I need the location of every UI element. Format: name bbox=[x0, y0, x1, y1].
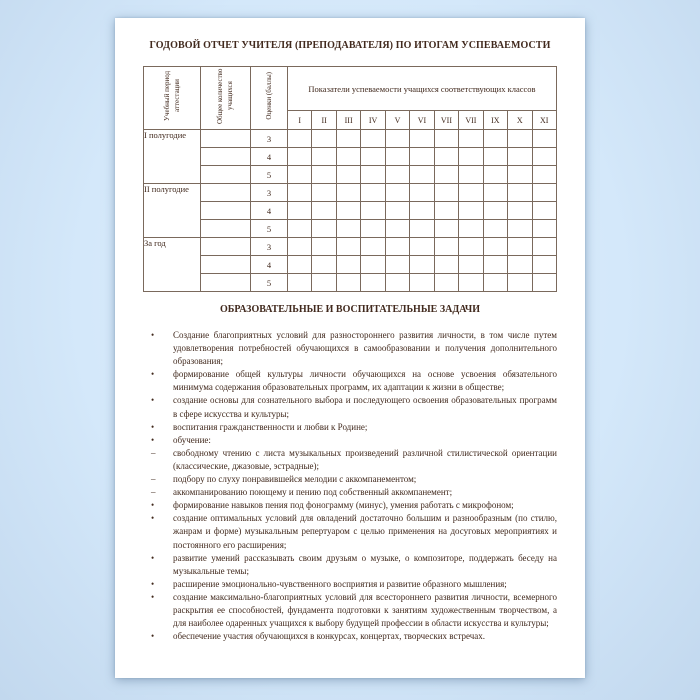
table-row bbox=[144, 130, 557, 148]
list-item-text: подбору по слуху понравившейся мелодии с аккомпанементом; bbox=[173, 474, 417, 485]
column-header-total-students bbox=[201, 67, 251, 130]
list-item bbox=[143, 447, 557, 473]
class-cell bbox=[508, 274, 532, 292]
class-cell bbox=[434, 148, 458, 166]
class-cell bbox=[532, 274, 556, 292]
bullet-marker: • bbox=[151, 513, 155, 524]
list-item-text: обучение: bbox=[173, 434, 211, 445]
document-page bbox=[115, 18, 585, 678]
period-label-cell: II полугодие bbox=[144, 184, 201, 238]
list-item bbox=[143, 591, 557, 630]
total-students-cell bbox=[201, 256, 251, 274]
dash-marker: – bbox=[151, 447, 156, 458]
tasks-list bbox=[143, 329, 557, 643]
table-row bbox=[144, 238, 557, 256]
table-row bbox=[144, 256, 557, 274]
class-cell bbox=[336, 148, 360, 166]
class-column-header: II bbox=[312, 111, 336, 130]
class-cell bbox=[532, 256, 556, 274]
class-cell bbox=[410, 130, 434, 148]
class-cell bbox=[459, 184, 483, 202]
class-column-header: IV bbox=[361, 111, 385, 130]
class-cell bbox=[385, 274, 409, 292]
class-cell bbox=[532, 202, 556, 220]
class-cell bbox=[483, 202, 507, 220]
class-cell bbox=[434, 256, 458, 274]
class-cell bbox=[508, 166, 532, 184]
class-cell bbox=[508, 256, 532, 274]
bullet-marker: • bbox=[151, 631, 155, 642]
class-column-header: V bbox=[385, 111, 409, 130]
class-cell bbox=[336, 274, 360, 292]
class-cell bbox=[312, 184, 336, 202]
class-cell bbox=[288, 238, 312, 256]
table-row bbox=[144, 166, 557, 184]
class-cell bbox=[483, 220, 507, 238]
mark-cell: 4 bbox=[251, 148, 288, 166]
list-item-text: свободному чтению с листа музыкальных произведений различной стилистической ориентации (классические, джазовые, эстрадные); bbox=[173, 447, 557, 471]
list-item-text: Создание благоприятных условий для разностороннего развития личности, в том числе путем удовлетворения потребностей обучающихся в самообразовании и получения дополнительного образования; bbox=[173, 330, 557, 367]
bullet-marker: • bbox=[151, 500, 155, 511]
bullet-marker: • bbox=[151, 421, 155, 432]
period-label-cell: I полугодие bbox=[144, 130, 201, 184]
bullet-marker: • bbox=[151, 578, 155, 589]
class-cell bbox=[434, 220, 458, 238]
class-column-header: IX bbox=[483, 111, 507, 130]
class-cell bbox=[385, 148, 409, 166]
total-students-cell bbox=[201, 238, 251, 256]
class-cell bbox=[459, 274, 483, 292]
total-students-cell bbox=[201, 274, 251, 292]
class-column-header: VII bbox=[459, 111, 483, 130]
class-cell bbox=[483, 238, 507, 256]
class-cell bbox=[459, 256, 483, 274]
class-cell bbox=[288, 220, 312, 238]
class-cell bbox=[336, 130, 360, 148]
class-cell bbox=[483, 256, 507, 274]
class-cell bbox=[434, 184, 458, 202]
class-cell bbox=[483, 184, 507, 202]
class-cell bbox=[288, 202, 312, 220]
class-cell bbox=[361, 202, 385, 220]
class-cell bbox=[508, 184, 532, 202]
class-column-header: X bbox=[508, 111, 532, 130]
class-cell bbox=[434, 238, 458, 256]
class-cell bbox=[385, 256, 409, 274]
table-row bbox=[144, 220, 557, 238]
class-cell bbox=[312, 256, 336, 274]
column-header-marks bbox=[251, 67, 288, 130]
bullet-marker: • bbox=[151, 434, 155, 445]
class-column-header: VI bbox=[410, 111, 434, 130]
column-header-period-label: Учебный период аттестации bbox=[162, 70, 181, 121]
class-cell bbox=[385, 130, 409, 148]
class-cell bbox=[288, 184, 312, 202]
class-cell bbox=[508, 238, 532, 256]
class-cell bbox=[336, 202, 360, 220]
class-cell bbox=[361, 274, 385, 292]
list-item-text: аккомпанированию поющему и пению под собственный аккомпанемент; bbox=[173, 487, 453, 498]
list-item-text: создание оптимальных условий для овладений достаточно большим и разнообразным (по стилю, жанрам и форме) музыкальным репертуаром с целью применения на досуговых мероприятиях и постоянного его расширения; bbox=[173, 513, 557, 550]
table-row bbox=[144, 274, 557, 292]
total-students-cell bbox=[201, 220, 251, 238]
class-cell bbox=[312, 202, 336, 220]
class-cell bbox=[410, 238, 434, 256]
class-cell bbox=[410, 202, 434, 220]
document-title: ГОДОВОЙ ОТЧЕТ УЧИТЕЛЯ (ПРЕПОДАВАТЕЛЯ) ПО ИТОГАМ УСПЕВАЕМОСТИ bbox=[149, 40, 551, 51]
report-table bbox=[143, 66, 557, 292]
class-cell bbox=[459, 148, 483, 166]
class-column-header: III bbox=[336, 111, 360, 130]
total-students-cell bbox=[201, 202, 251, 220]
class-cell bbox=[459, 220, 483, 238]
total-students-cell bbox=[201, 166, 251, 184]
list-item bbox=[143, 499, 557, 512]
class-cell bbox=[312, 220, 336, 238]
class-cell bbox=[336, 238, 360, 256]
total-students-cell bbox=[201, 130, 251, 148]
class-cell bbox=[312, 148, 336, 166]
class-cell bbox=[434, 130, 458, 148]
list-item bbox=[143, 368, 557, 394]
list-item-text: создание максимально-благоприятных условий для всестороннего развития личности, всемерного раскрытия ее способностей, фундамента подготовки к занятиям художественным творчеством, а для наиболее одаренных учащихся к выбору будущей профессии в области искусства и культуры; bbox=[173, 591, 557, 629]
table-row bbox=[144, 202, 557, 220]
list-item bbox=[143, 578, 557, 591]
class-cell bbox=[336, 220, 360, 238]
class-cell bbox=[532, 130, 556, 148]
mark-cell: 5 bbox=[251, 166, 288, 184]
mark-cell: 5 bbox=[251, 220, 288, 238]
class-cell bbox=[410, 166, 434, 184]
class-cell bbox=[483, 130, 507, 148]
class-column-header: I bbox=[288, 111, 312, 130]
list-item-text: воспитания гражданственности и любви к Родине; bbox=[173, 421, 368, 432]
mark-cell: 5 bbox=[251, 274, 288, 292]
class-cell bbox=[312, 274, 336, 292]
class-cell bbox=[288, 148, 312, 166]
mark-cell: 4 bbox=[251, 202, 288, 220]
list-item-text: формирование общей культуры личности обучающихся на основе усвоения обязательного минимума содержания образовательных программ, их адаптации к жизни в обществе; bbox=[173, 369, 557, 393]
class-cell bbox=[361, 238, 385, 256]
class-cell bbox=[312, 238, 336, 256]
class-cell bbox=[532, 184, 556, 202]
class-cell bbox=[385, 238, 409, 256]
class-cell bbox=[459, 202, 483, 220]
class-cell bbox=[385, 220, 409, 238]
class-cell bbox=[288, 166, 312, 184]
class-column-header: VII bbox=[434, 111, 458, 130]
class-cell bbox=[312, 130, 336, 148]
mark-cell: 3 bbox=[251, 130, 288, 148]
dash-marker: – bbox=[151, 474, 156, 485]
total-students-cell bbox=[201, 148, 251, 166]
class-cell bbox=[532, 220, 556, 238]
column-header-indicators: Показатели успеваемости учащихся соответствующих классов bbox=[288, 67, 557, 111]
section-title: ОБРАЗОВАТЕЛЬНЫЕ И ВОСПИТАТЕЛЬНЫЕ ЗАДАЧИ bbox=[219, 304, 481, 315]
class-cell bbox=[385, 166, 409, 184]
column-header-marks-label: Оценки (баллы) bbox=[264, 71, 273, 120]
bullet-marker: • bbox=[151, 552, 155, 563]
list-item bbox=[143, 486, 557, 499]
mark-cell: 3 bbox=[251, 238, 288, 256]
list-item bbox=[143, 421, 557, 434]
class-cell bbox=[483, 166, 507, 184]
bullet-marker: • bbox=[151, 330, 155, 340]
list-item bbox=[143, 552, 557, 578]
class-cell bbox=[410, 184, 434, 202]
list-item bbox=[143, 394, 557, 420]
class-cell bbox=[532, 166, 556, 184]
class-cell bbox=[288, 256, 312, 274]
class-cell bbox=[385, 202, 409, 220]
class-cell bbox=[336, 184, 360, 202]
mark-cell: 3 bbox=[251, 184, 288, 202]
class-cell bbox=[434, 274, 458, 292]
class-cell bbox=[361, 220, 385, 238]
list-item-text: развитие умений рассказывать своим друзьям о музыке, о композиторе, поддержать беседу на музыкальные темы; bbox=[173, 552, 557, 576]
class-cell bbox=[410, 148, 434, 166]
class-cell bbox=[410, 256, 434, 274]
table-row bbox=[144, 148, 557, 166]
class-cell bbox=[361, 166, 385, 184]
list-item bbox=[143, 473, 557, 486]
class-cell bbox=[508, 220, 532, 238]
class-cell bbox=[312, 166, 336, 184]
class-cell bbox=[385, 184, 409, 202]
total-students-cell bbox=[201, 184, 251, 202]
class-cell bbox=[483, 148, 507, 166]
class-cell bbox=[288, 130, 312, 148]
bullet-marker: • bbox=[151, 591, 155, 602]
class-cell bbox=[361, 148, 385, 166]
column-header-period bbox=[144, 67, 201, 130]
list-item-text: обеспечение участия обучающихся в конкурсах, концертах, творческих встречах. bbox=[173, 631, 486, 642]
list-item bbox=[143, 329, 557, 368]
class-cell bbox=[459, 130, 483, 148]
list-item-text: расширение эмоционально-чувственного восприятия и развитие образного мышления; bbox=[173, 578, 507, 589]
column-header-total-label: Общее количество учащихся bbox=[216, 67, 235, 124]
class-cell bbox=[336, 166, 360, 184]
mark-cell: 4 bbox=[251, 256, 288, 274]
class-cell bbox=[288, 274, 312, 292]
bullet-marker: • bbox=[151, 369, 155, 380]
class-column-header: XI bbox=[532, 111, 556, 130]
table-row bbox=[144, 184, 557, 202]
list-item-text: формирование навыков пения под фонограмму (минус), умения работать с микрофоном; bbox=[173, 500, 514, 511]
class-cell bbox=[361, 256, 385, 274]
list-item bbox=[143, 434, 557, 447]
class-cell bbox=[508, 130, 532, 148]
class-cell bbox=[532, 238, 556, 256]
class-cell bbox=[434, 166, 458, 184]
class-cell bbox=[434, 202, 458, 220]
period-label-cell: За год bbox=[144, 238, 201, 292]
bullet-marker: • bbox=[151, 395, 155, 406]
class-cell bbox=[459, 238, 483, 256]
class-cell bbox=[459, 166, 483, 184]
class-cell bbox=[483, 274, 507, 292]
list-item-text: создание основы для сознательного выбора и последующего освоения образовательных программ в сфере искусства и культуры; bbox=[173, 395, 557, 419]
class-cell bbox=[361, 184, 385, 202]
class-cell bbox=[532, 148, 556, 166]
dash-marker: – bbox=[151, 487, 156, 498]
class-cell bbox=[410, 220, 434, 238]
class-cell bbox=[508, 202, 532, 220]
class-cell bbox=[336, 256, 360, 274]
class-cell bbox=[508, 148, 532, 166]
class-cell bbox=[410, 274, 434, 292]
list-item bbox=[143, 512, 557, 551]
list-item bbox=[143, 630, 557, 643]
class-cell bbox=[361, 130, 385, 148]
